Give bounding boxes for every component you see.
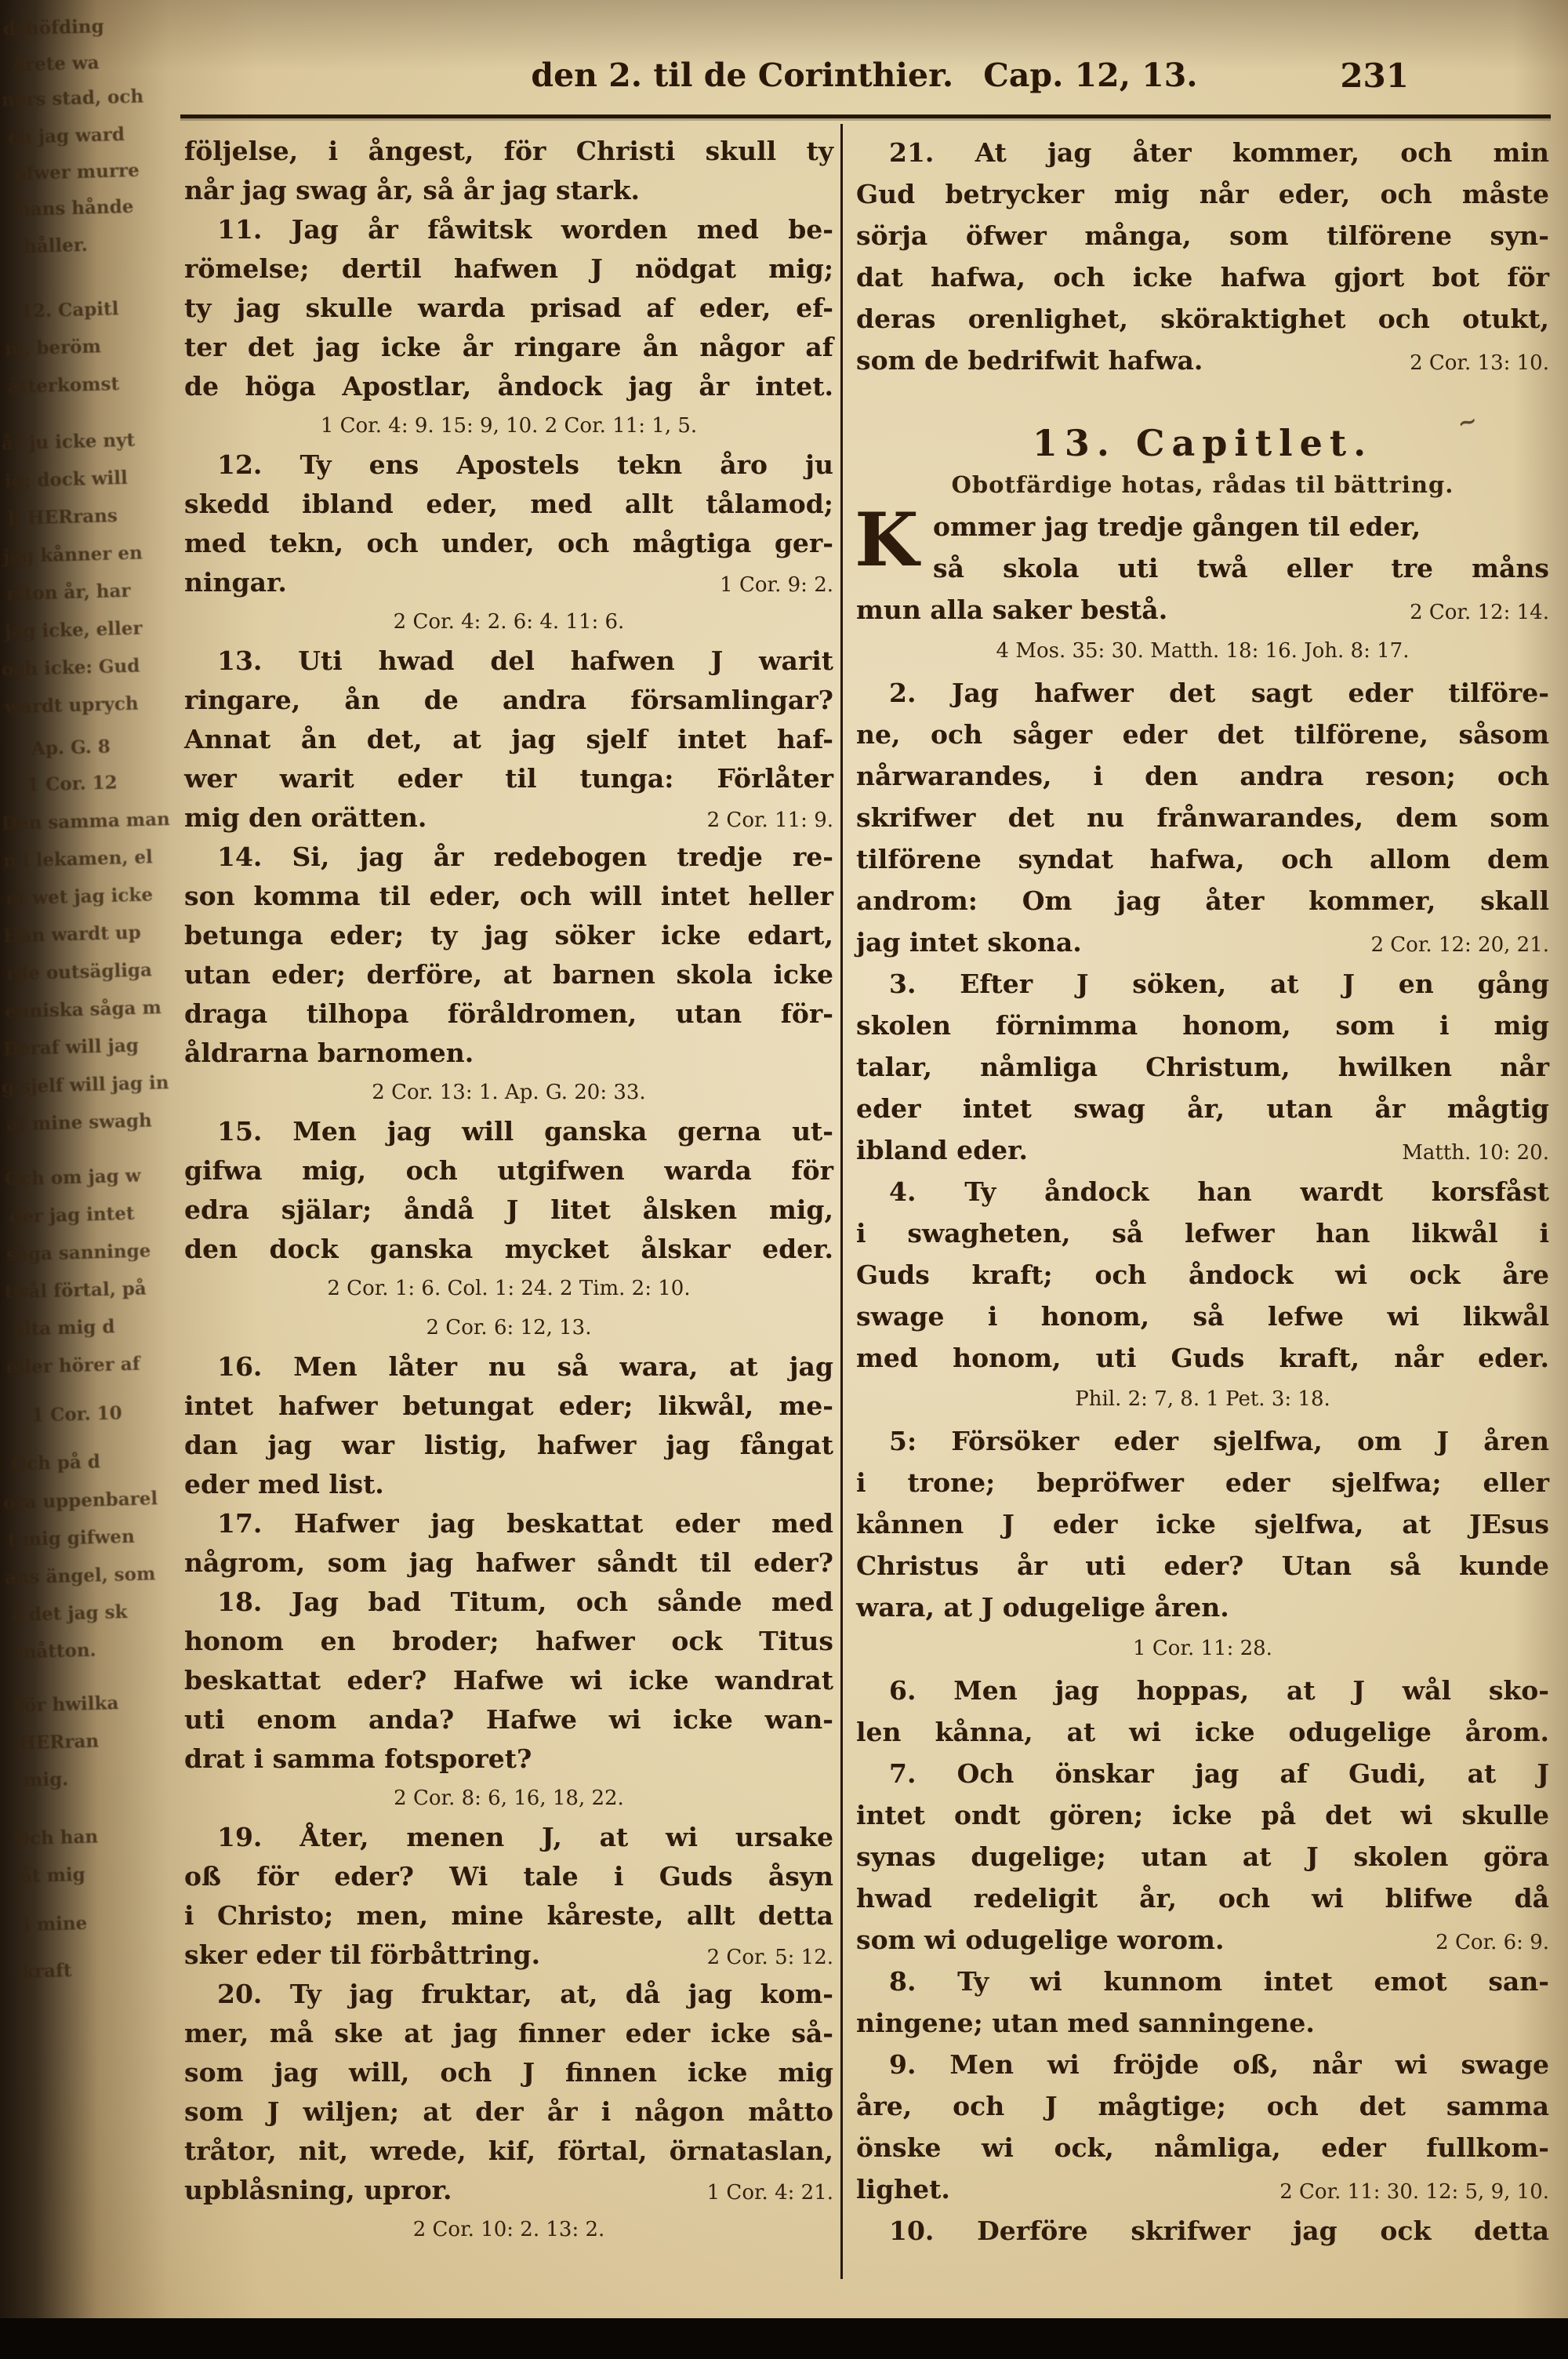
verse-text: som wi odugelige worom.	[856, 1925, 1225, 1955]
facing-page-text-fragment: mig.	[23, 1768, 69, 1791]
cross-reference-line: 1 Cor. 4: 9. 15: 9, 10. 2 Cor. 11: 1, 5.	[320, 414, 698, 438]
verse-start-line: 10. Derföre skrifwer jag ock detta	[889, 2215, 1549, 2246]
verse-text-line: skrifwer det nu frånwarandes, dem som	[856, 802, 1549, 833]
cross-reference: 2 Cor. 13: 10.	[1410, 351, 1549, 375]
verse-start-line: 15. Men jag will ganska gerna ut-	[217, 1116, 833, 1147]
facing-page-text-fragment: Och han	[13, 1826, 99, 1850]
verse-text-line: intet ondt gören; icke på det wi skulle	[856, 1800, 1549, 1830]
cross-reference-line: 2 Cor. 1: 6. Col. 1: 24. 2 Tim. 2: 10.	[327, 1277, 691, 1300]
verse-start-line: 16. Men låter nu så wara, at jag	[217, 1351, 833, 1382]
verse-text-line: någrom, som jag hafwer såndt til eder?	[184, 1547, 833, 1578]
verse-text-line: Gud betrycker mig når eder, och måste	[856, 179, 1549, 209]
scan-edge-bar	[0, 2318, 1568, 2359]
facing-page-text-fragment: 1 Cor. 12	[26, 772, 118, 796]
facing-page-text-fragment: i mine	[23, 1912, 88, 1936]
verse-text-line: sörja öfwer många, som tilförene syn-	[856, 220, 1549, 251]
verse-start-line: 9. Men wi fröjde oß, når wi swage	[889, 2049, 1549, 2080]
verse-text-line: i Christo; men, mine kåreste, allt detta	[184, 1900, 833, 1931]
facing-page-text-fragment: eller hörer af	[5, 1353, 140, 1379]
verse-text-line: Guds kraft; och åndock wi ock åre	[856, 1259, 1549, 1290]
verse-text-line: eder intet swag år, utan år mågtig	[856, 1093, 1549, 1124]
cross-reference: Matth. 10: 20.	[1402, 1141, 1549, 1165]
verse-text-line: i trone; bepröfwer eder sjelfwa; eller	[856, 1467, 1549, 1498]
verse-text-with-reference-line	[184, 798, 833, 838]
right-text-column	[856, 132, 1549, 2252]
facing-page-text-fragment: rde outsägliga	[5, 959, 153, 985]
facing-page-text-fragment: å det jag sk	[10, 1601, 128, 1627]
verse-text-line: skedd ibland eder, med allt tålamod;	[184, 489, 833, 519]
facing-page-text-fragment: Och om jag w	[4, 1165, 141, 1190]
verse-start-line: 17. Hafwer jag beskattat eder med	[217, 1508, 833, 1539]
verse-text-line: hwad redeligit år, och wi blifwe då	[856, 1883, 1549, 1914]
cross-reference-line: 2 Cor. 13: 1. Ap. G. 20: 33.	[372, 1081, 646, 1104]
verse-text-line: eder med list.	[184, 1469, 384, 1499]
facing-page-text-fragment: rtton år, har	[5, 580, 131, 605]
facing-page-text-fragment: För hwilka	[12, 1692, 119, 1717]
facing-page-text-fragment: ans ängel, som	[4, 1563, 156, 1589]
verse-text: jag intet skona.	[856, 927, 1082, 958]
verse-text-line: kånnen J eder icke sjelfwa, at JEsus	[856, 1509, 1549, 1539]
verse-text-line: åldrarna barnomen.	[184, 1038, 474, 1068]
facing-page-text-fragment: Han wardt up	[2, 921, 142, 947]
cross-reference: 2 Cor. 6: 9.	[1436, 1931, 1549, 1954]
facing-page-text-fragment: 1 Cor. 10	[31, 1402, 123, 1427]
verse-text-line: ringare, ån de andra församlingar?	[184, 685, 833, 715]
facing-page-text-fragment: twål förtal, på	[4, 1278, 147, 1303]
facing-page-text-fragment: ora uppenbarel	[2, 1488, 158, 1514]
facing-page-text-fragment: jag kånner en	[2, 542, 143, 568]
verse-start-line: 4. Ty åndock han wardt korsfåst	[889, 1176, 1549, 1207]
verse-text-with-reference-line	[184, 1936, 833, 1975]
facing-page-text-fragment: af mine swagh	[5, 1110, 153, 1136]
verse-start-line: 2. Jag hafwer det sagt eder tilföre-	[889, 678, 1549, 708]
page-header	[180, 56, 1548, 104]
facing-page-text-fragment: Arete wa	[10, 52, 100, 76]
facing-page-text-fragment: jag icke, eller	[4, 617, 143, 643]
facing-page-text-fragment: dshöfding	[2, 16, 104, 40]
verse-text-line: honom en broder; hafwer ock Titus	[184, 1626, 833, 1656]
verse-text-line: androm: Om jag åter kommer, skall	[856, 885, 1549, 916]
facing-page-text-fragment: öfwer murre	[13, 159, 140, 185]
verse-start-line: 21. At jag åter kommer, och min	[889, 137, 1549, 168]
cross-reference-line: 4 Mos. 35: 30. Matth. 18: 16. Joh. 8: 17.	[996, 639, 1410, 663]
verse-text-line: Christus år uti eder? Utan så kunde	[856, 1550, 1549, 1581]
verse-text-line: deras orenlighet, sköraktighet och otukt,	[856, 304, 1549, 334]
cross-reference-line: Phil. 2: 7, 8. 1 Pet. 3: 18.	[1075, 1387, 1330, 1411]
running-title: den 2. til de Corinthier.	[531, 56, 954, 94]
cross-reference: 1 Cor. 4: 21.	[706, 2181, 833, 2205]
verse-text-line: den dock ganska mycket ålskar eder.	[184, 1234, 833, 1264]
facing-page-text-fragment: h HERrans	[7, 505, 118, 529]
facing-page-text-fragment: n i lekamen, el	[2, 846, 154, 872]
verse-text: sker eder til förbåttring.	[184, 1939, 541, 1970]
verse-start-line: 18. Jag bad Titum, och sånde med	[217, 1587, 833, 1617]
verse-text-line: betunga eder; ty jag söker icke edart,	[184, 920, 833, 951]
verse-text-line: son komma til eder, och will intet heller	[184, 881, 833, 911]
cross-reference-line: 2 Cor. 4: 2. 6: 4. 11: 6.	[393, 610, 625, 634]
cross-reference-line: 2 Cor. 6: 12, 13.	[426, 1316, 592, 1339]
verse-text-line: ne, och såger eder det tilförene, såsom	[856, 719, 1549, 750]
verse-text: ommer jag tredje gången til eder,	[933, 511, 1421, 542]
verse-start-line: 13. Uti hwad del hafwen J warit	[217, 645, 833, 676]
facing-page-text-fragment: t mig gifwen	[7, 1525, 136, 1551]
flourish-mark: ~	[1454, 406, 1481, 438]
verse-text-line: wer warit eder til tunga: Förlåter	[184, 763, 833, 794]
cross-reference: 2 Cor. 11: 30. 12: 5, 9, 10.	[1279, 2180, 1549, 2204]
verse-text-line: de höga Apostlar, åndock jag år intet.	[184, 371, 833, 402]
verse-text: mig den orätten.	[184, 802, 427, 833]
verse-text: mun alla saker bestå.	[856, 594, 1168, 625]
facing-page-text-fragment: ners stad, och	[1, 85, 144, 111]
verse-start-line: 5: Försöker eder sjelfwa, om J åren	[889, 1426, 1549, 1456]
left-text-column	[184, 132, 833, 2249]
verse-start-line: 7. Och önskar jag af Gudi, at J	[889, 1758, 1549, 1789]
facing-page-text-fragment: enniska såga m	[4, 997, 162, 1023]
verse-text-line: med honom, uti Guds kraft, når eder.	[856, 1343, 1549, 1373]
verse-text-line: swage i honom, så lefwe wi likwål	[856, 1301, 1549, 1332]
verse-text-line: drat i samma fotsporet?	[184, 1743, 532, 1774]
verse-text-line: draga tilhopa föråldromen, utan för-	[184, 998, 833, 1029]
verse-text-with-reference-line	[856, 340, 1549, 381]
verse-text-line: len kånna, at wi icke odugelige årom.	[856, 1717, 1549, 1747]
verse-text-line: åre, och J mågtige; och det samma	[856, 2091, 1549, 2121]
verse-text-line: talar, nåmliga Christum, hwilken når	[856, 1052, 1549, 1082]
page-number: 231	[1340, 56, 1409, 95]
cross-reference: 2 Cor. 5: 12.	[706, 1946, 833, 1969]
verse-text-line: med tekn, och under, och mågtiga ger-	[184, 528, 833, 558]
verse-start-line: 11. Jag år fåwitsk worden med be-	[217, 214, 833, 245]
verse-text-line: ter det jag icke år ringare ån någor af	[184, 332, 833, 362]
drop-cap-letter: K	[855, 497, 919, 583]
facing-page-text-fragment: Och på d	[10, 1451, 101, 1475]
verse-text-line: dan jag war listig, hafwer jag fångat	[184, 1430, 833, 1460]
verse-start-line: 8. Ty wi kunnom intet emot san-	[889, 1966, 1549, 1997]
cross-reference: 2 Cor. 11: 9.	[706, 809, 833, 832]
chapter-heading: 13. Capitlet.	[1032, 422, 1374, 464]
verse-text: ningar.	[184, 567, 287, 598]
verse-text-with-reference-line	[856, 589, 1549, 631]
verse-start-line: 14. Si, jag år redebogen tredje re-	[217, 841, 833, 872]
book-gutter-shadow	[0, 0, 184, 2320]
verse-text-line: dat hafwa, och icke hafwa gjort bot för	[856, 262, 1549, 293]
facing-page-text-fragment: kraft	[21, 1960, 72, 1983]
verse-text-line: römelse; dertil hafwen J nödgat mig;	[184, 253, 833, 284]
facing-page-text-fragment: ch jag ward	[7, 123, 125, 149]
verse-text-line: nårwarandes, i den andra reson; och	[856, 761, 1549, 791]
verse-text-with-reference-line	[856, 921, 1549, 963]
facing-page-text-fragment: håller.	[23, 234, 89, 258]
verse-text-line: skolen förnimma honom, som i mig	[856, 1010, 1549, 1041]
verse-text-line: når jag swag år, så år jag stark.	[184, 175, 640, 205]
column-divider-rule	[840, 124, 843, 2279]
verse-start-line: 20. Ty jag fruktar, at, då jag kom-	[217, 1979, 833, 2009]
facing-page-text-fragment: och icke: Gud	[1, 655, 140, 681]
cross-reference: 2 Cor. 12: 20, 21.	[1370, 933, 1549, 957]
facing-page-text-fragment: wardt uprych	[4, 692, 139, 718]
verse-text-with-reference-line	[856, 2168, 1549, 2210]
facing-page-text-fragment: år ju icke nyt	[1, 429, 136, 455]
verse-start-line: 19. Åter, menen J, at wi ursake	[217, 1822, 833, 1852]
verse-text-with-reference-line	[856, 1919, 1549, 1961]
facing-page-text-fragment: Den samma man	[1, 809, 171, 834]
verse-text-line: som jag will, och J finnen icke mig	[184, 2057, 833, 2088]
verse-text-line: wara, at J odugelige åren.	[856, 1592, 1229, 1623]
verse-text-line: uti enom anda? Hafwe wi icke wan-	[184, 1704, 833, 1735]
verse-text-line: som J wiljen; at der år i någon måtto	[184, 2096, 833, 2127]
cross-reference-line: 2 Cor. 10: 2. 13: 2.	[412, 2218, 605, 2241]
facing-page-text-fragment: m, beröm	[4, 336, 102, 360]
verse-text-line: önske wi ock, nåmliga, eder fullkom-	[856, 2132, 1549, 2163]
verse-text-with-reference-line	[184, 2171, 833, 2210]
verse-text-line: utan eder; derföre, at barnen skola icke	[184, 959, 833, 990]
header-rule	[180, 114, 1551, 118]
verse-text-line: synas dugelige; utan at J skolen göra	[856, 1841, 1549, 1872]
facing-page-text-fragment: HERran	[18, 1730, 100, 1754]
verse-text: som de bedrifwit hafwa.	[856, 345, 1203, 376]
verse-start-line: 3. Efter J söken, at J en gång	[889, 969, 1549, 999]
verse-text-line: intet hafwer betungat eder; likwål, me-	[184, 1390, 833, 1421]
facing-page-text-fragment: ig; dock will	[4, 467, 129, 493]
verse-text: ibland eder.	[856, 1135, 1028, 1165]
facing-page-text-fragment: åtterkomst	[7, 373, 120, 398]
verse-text-line: oß för eder? Wi tale i Guds åsyn	[184, 1861, 833, 1892]
facing-page-text-fragment: Deraf will jag	[2, 1034, 140, 1060]
facing-page-text-fragment: Ap. G. 8	[31, 736, 111, 760]
verse-text-line: så skola uti twå eller tre måns	[933, 553, 1549, 583]
verse-text-line: gifwa mig, och utgifwen warda för	[184, 1155, 833, 1186]
verse-text-line: i swagheten, så lefwer han likwål i	[856, 1218, 1549, 1249]
chapter-summary: Obotfärdige hotas, rådas til bättring.	[951, 471, 1454, 498]
verse-start-line: 12. Ty ens Apostels tekn åro ju	[217, 449, 833, 480]
facing-page-text-fragment: et wet jag icke	[5, 884, 154, 910]
cross-reference: 2 Cor. 12: 14.	[1410, 601, 1549, 624]
verse-text-with-reference-line	[856, 1129, 1549, 1171]
facing-page-text-fragment: alta mig d	[12, 1316, 115, 1340]
cross-reference: 1 Cor. 9: 2.	[720, 573, 833, 597]
verse-text: lighet.	[856, 2174, 950, 2205]
facing-page-text-fragment: der jag intet	[9, 1202, 135, 1228]
facing-page-text-fragment: hans hånde	[16, 195, 134, 221]
facing-page-text-fragment: åt mig	[20, 1863, 86, 1888]
verse-text-line: beskattat eder? Hafwe wi icke wandrat	[184, 1665, 833, 1696]
facing-page-text-fragment: 12. Capitl	[20, 298, 119, 322]
verse-text-with-reference-line	[184, 563, 833, 602]
verse-text-line: tråtor, nit, wrede, kif, förtal, örnataslan,	[184, 2135, 833, 2166]
verse-text-line: Annat ån det, at jag sjelf intet haf-	[184, 724, 833, 754]
verse-text-line: edra själar; åndå J litet ålsken mig,	[184, 1194, 833, 1225]
verse-start-line: 6. Men jag hoppas, at J wål sko-	[889, 1675, 1549, 1706]
cross-reference-line: 2 Cor. 8: 6, 16, 18, 22.	[394, 1787, 624, 1810]
verse-text-line: ty jag skulle warda prisad af eder, ef-	[184, 293, 833, 323]
facing-page-text-fragment: såga sanninge	[5, 1240, 151, 1266]
cross-reference-line: 1 Cor. 11: 28.	[1133, 1637, 1272, 1660]
verse-text: upblåsning, upror.	[184, 2175, 452, 2205]
chapter-reference: Cap. 12, 13.	[983, 56, 1198, 94]
verse-text-line: ningene; utan med sanningene.	[856, 2008, 1315, 2038]
verse-text-line: mer, må ske at jag finner eder icke så-	[184, 2018, 833, 2048]
facing-page-text-fragment: måtton.	[16, 1639, 96, 1663]
verse-text-line: tilförene syndat hafwa, och allom dem	[856, 844, 1549, 874]
verse-text-line: följelse, i ångest, för Christi skull ty	[184, 136, 833, 166]
facing-page-text-fragment: g sjelf will jag in	[1, 1072, 169, 1098]
